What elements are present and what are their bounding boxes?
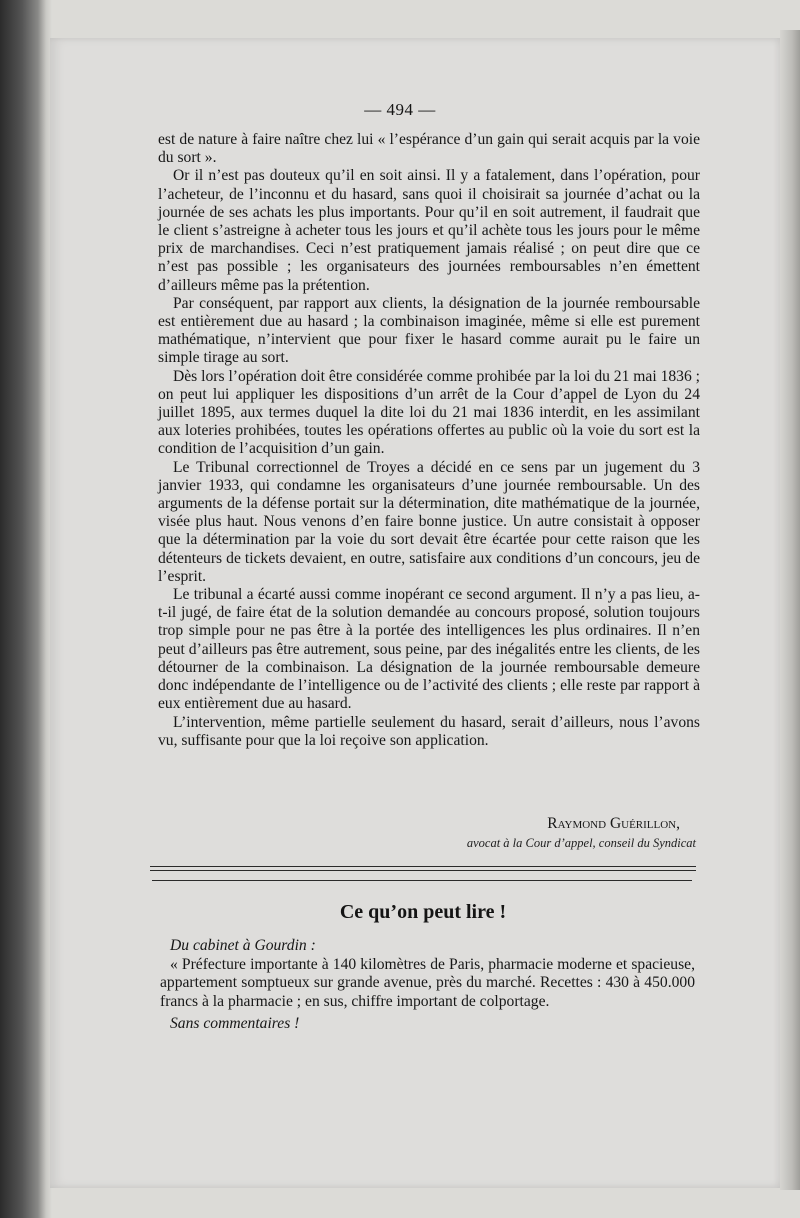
next-page-edge bbox=[780, 30, 800, 1190]
divider-rule-top bbox=[150, 866, 696, 867]
section-quote: « Préfecture importante à 140 kilomètres de Paris, pharmacie moderne et spacieuse, appartement somptueux sur grande avenue, près du marché. Recettes : 430 à 450.000 francs à la pharmacie ; en sus, chiffre important de colportage. bbox=[160, 956, 695, 1010]
article-body bbox=[158, 131, 700, 750]
paragraph-6: Le tribunal a écarté aussi comme inopérant ce second argument. Il n’y a pas lieu, a-t-il jugé, de faire état de la solution demandée au concours proposé, solution toujours trop simple pour ne pas être à la portée des intelligences les plus ordinaires. Il n’en peut d’ailleurs pas être autrement, sous peine, par des inégalités entre les clients, de les détourner de la combinaison. La désignation de la journée remboursable demeure donc indépendante de l’intelligence ou de l’activité des clients ; elle reste par rapport à eux entièrement due au hasard. bbox=[158, 586, 700, 713]
paragraph-5: Le Tribunal correctionnel de Troyes a décidé en ce sens par un jugement du 3 janvier 1933, qui condamne les organisateurs d’une journée remboursable. Un des arguments de la défense portait sur la détermination, dite mathématique de la journée, visée plus haut. Nous venons d’en faire bonne justice. Un autre consistait à opposer que la détermination par la voie du sort devait être écartée pour cette raison que les détenteurs de tickets devaient, en outre, satisfaire aux conditions d’un concours, jeu de l’esprit. bbox=[158, 458, 700, 585]
section-body bbox=[160, 937, 695, 1033]
page-number: — 494 — bbox=[364, 100, 436, 119]
author-signature: Raymond Guérillon, bbox=[547, 815, 680, 832]
paragraph-4: Dès lors l’opération doit être considérée comme prohibée par la loi du 21 mai 1836 ; on peut lui appliquer les dispositions d’un arrêt de la Cour d’appel de Lyon du 24 juillet 1895, aux termes duquel la dite loi du 21 mai 1836 interdit, en les assimilant aux loteries prohibées, toutes les opérations offertes au public où la voie du sort est la condition de l’acquisition d’un gain. bbox=[158, 367, 700, 458]
author-affiliation: avocat à la Cour d’appel, conseil du Syndicat bbox=[466, 836, 696, 850]
section-source: Du cabinet à Gourdin : bbox=[170, 937, 316, 954]
divider-rule-bottom bbox=[152, 880, 692, 881]
divider-rule-middle bbox=[150, 870, 696, 871]
paragraph-7: L’intervention, même partielle seulement du hasard, serait d’ailleurs, nous l’avons vu, suffisante pour que la loi reçoive son application. bbox=[158, 713, 700, 749]
section-comment: Sans commentaires ! bbox=[170, 1014, 300, 1032]
paragraph-3: Par conséquent, par rapport aux clients, la désignation de la journée remboursable est entièrement due au hasard ; la combinaison imaginée, même si elle est purement mathématique, n’intervient que pour fixer le hasard comme aurait pu le faire un simple tirage au sort. bbox=[158, 294, 700, 367]
paragraph-2: Or il n’est pas douteux qu’il en soit ainsi. Il y a fatalement, dans l’opération, pour l’acheteur, de l’inconnu et du hasard, sans quoi il choisirait sa journée d’achat ou la journée de ses achats les plus importants. Pour qu’il en soit autrement, il faudrait que le client s’astreigne à acheter tous les jours et qu’il achète tous les jours pour le même prix de marchandises. Ceci n’est pratiquement jamais réalisé ; on peut dire que ce n’est pas possible ; les organisateurs des journées remboursables n’en émettent d’ailleurs même pas la prétention. bbox=[158, 167, 700, 294]
section-title: Ce qu’on peut lire ! bbox=[339, 901, 507, 923]
paragraph-1: est de nature à faire naître chez lui « l’espérance d’un gain qui serait acquis par la voie du sort ». bbox=[158, 131, 700, 167]
